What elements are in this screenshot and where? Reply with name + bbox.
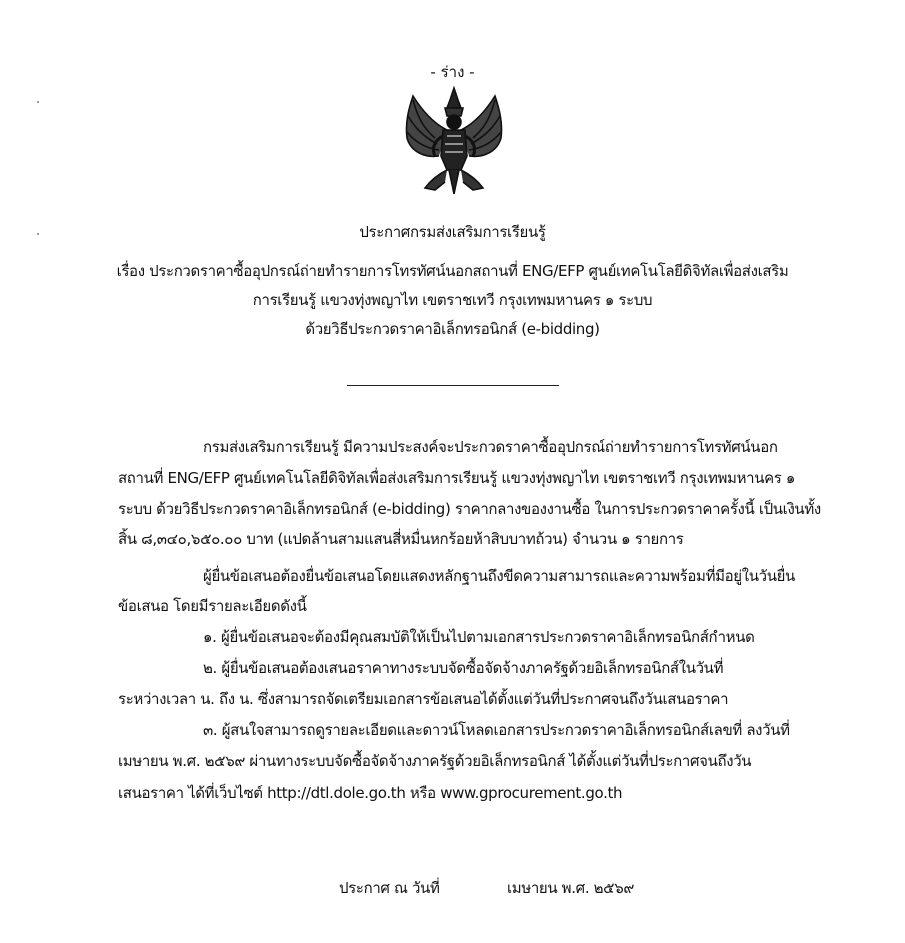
list-item-3-line1: ๓. ผู้สนใจสามารถดูรายละเอียดและดาวน์โหลดเอกสารประกวดราคาอิเล็กทรอนิกส์เลขที่ ลงวันที่ — [203, 721, 790, 739]
scan-speck — [37, 233, 39, 235]
paragraph-2-line1: ผู้ยื่นข้อเสนอต้องยื่นข้อเสนอโดยแสดงหลักฐานถึงขีดความสามารถและความพร้อมที่มีอยู่ในวันยื่น — [203, 567, 795, 585]
list-item-2-line1: ๒. ผู้ยื่นข้อเสนอต้องเสนอราคาทางระบบจัดซื้อจัดจ้างภาครัฐด้วยอิเล็กทรอนิกส์ในวันที่ — [203, 659, 724, 677]
announcement-agency: ประกาศกรมส่งเสริมการเรียนรู้ — [359, 223, 546, 241]
list-item-3-line3: เสนอราคา ได้ที่เว็บไซต์ http://dtl.dole.go.th หรือ www.gprocurement.go.th — [118, 784, 623, 802]
garuda-emblem-icon — [395, 86, 513, 196]
announcement-date: เมษายน พ.ศ. ๒๕๖๙ — [507, 879, 634, 897]
announcement-subject-line2: การเรียนรู้ แขวงทุ่งพญาไท เขตราชเทวี กรุงเทพมหานคร ๑ ระบบ — [252, 291, 653, 309]
list-item-3-line2: เมษายน พ.ศ. ๒๕๖๙ ผ่านทางระบบจัดซื้อจัดจ้างภาครัฐด้วยอิเล็กทรอนิกส์ ได้ตั้งแต่วันที่ประกาศจนถึงวัน — [118, 752, 752, 770]
paragraph-1-line1: กรมส่งเสริมการเรียนรู้ มีความประสงค์จะประกวดราคาซื้ออุปกรณ์ถ่ายทำรายการโทรทัศน์นอก — [203, 438, 778, 456]
paragraph-1-line4: สิ้น ๘,๓๔๐,๖๕๐.๐๐ บาท (แปดล้านสามแสนสี่หมื่นหกร้อยห้าสิบบาทถ้วน) จำนวน ๑ รายการ — [118, 530, 684, 548]
draft-label: - ร่าง - — [430, 63, 475, 81]
announcement-subject-line3: ด้วยวิธีประกวดราคาอิเล็กทรอนิกส์ (e-bidding) — [305, 320, 600, 338]
paragraph-1-line3: ระบบ ด้วยวิธีประกวดราคาอิเล็กทรอนิกส์ (e-bidding) ราคากลางของงานซื้อ ในการประกวดราคาครั้งนี้ เป็นเงินทั้ง — [118, 500, 821, 518]
announcement-date-prefix: ประกาศ ณ วันที่ — [339, 879, 440, 897]
paragraph-1-line2: สถานที่ ENG/EFP ศูนย์เทคโนโลยีดิจิทัลเพื่อส่งเสริมการเรียนรู้ แขวงทุ่งพญาไท เขตราชเทวี กรุงเทพมหานคร ๑ — [118, 469, 796, 487]
scan-speck — [37, 101, 39, 103]
paragraph-2-line2: ข้อเสนอ โดยมีรายละเอียดดังนี้ — [118, 597, 307, 615]
header-divider — [347, 385, 559, 386]
announcement-subject-line1: เรื่อง ประกวดราคาซื้ออุปกรณ์ถ่ายทำรายการโทรทัศน์นอกสถานที่ ENG/EFP ศูนย์เทคโนโลยีดิจิทัลเพื่อส่งเสริม — [116, 262, 789, 280]
list-item-2-line2: ระหว่างเวลา น. ถึง น. ซึ่งสามารถจัดเตรียมเอกสารข้อเสนอได้ตั้งแต่วันที่ประกาศจนถึงวันเสนอราคา — [118, 690, 729, 708]
list-item-1: ๑. ผู้ยื่นข้อเสนอจะต้องมีคุณสมบัติให้เป็นไปตามเอกสารประกวดราคาอิเล็กทรอนิกส์กำหนด — [203, 628, 755, 646]
